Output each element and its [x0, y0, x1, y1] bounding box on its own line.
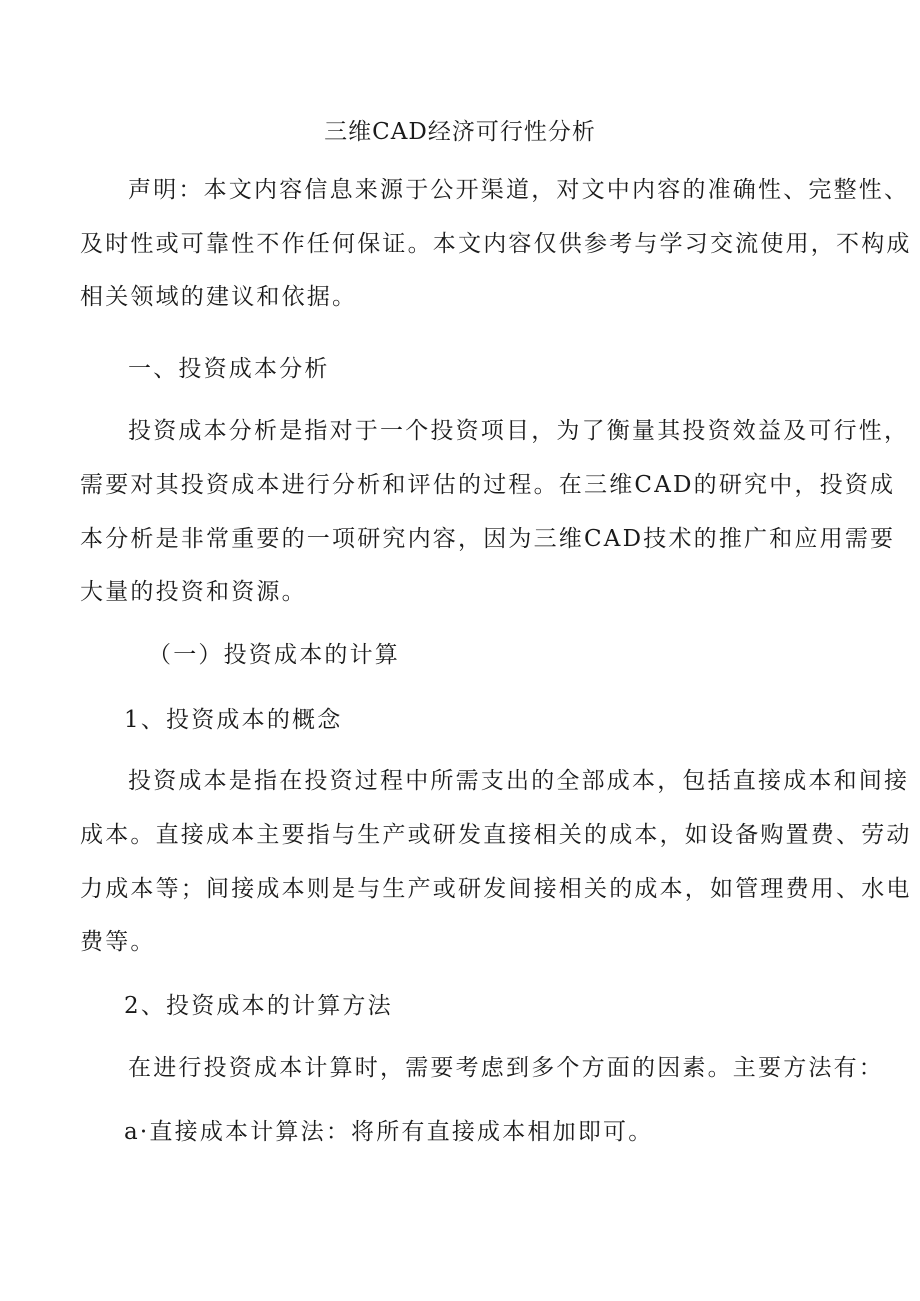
disclaimer-line-2: 及时性或可靠性不作任何保证。本文内容仅供参考与学习交流使用，不构成 [80, 231, 912, 257]
method-a-item: a·直接成本计算法：将所有直接成本相加即可。 [124, 1119, 654, 1145]
document-title: 三维CAD经济可行性分析 [324, 119, 596, 145]
section1-paragraph-line-4: 大量的投资和资源。 [80, 579, 307, 605]
subsection1-heading: （一）投资成本的计算 [148, 642, 400, 668]
item1-paragraph-line-2: 成本。直接成本主要指与生产或研发直接相关的成本，如设备购置费、劳动 [80, 822, 912, 848]
item1-paragraph-line-1: 投资成本是指在投资过程中所需支出的全部成本，包括直接成本和间接 [128, 768, 910, 794]
item1-paragraph-line-4: 费等。 [80, 929, 156, 955]
section1-paragraph-line-2: 需要对其投资成本进行分析和评估的过程。在三维CAD的研究中，投资成 [80, 472, 896, 498]
item1-paragraph-line-3: 力成本等；间接成本则是与生产或研发间接相关的成本，如管理费用、水电 [80, 876, 912, 902]
section1-paragraph-line-1: 投资成本分析是指对于一个投资项目，为了衡量其投资效益及可行性， [128, 418, 910, 444]
disclaimer-line-1: 声明：本文内容信息来源于公开渠道，对文中内容的准确性、完整性、 [128, 177, 910, 203]
item2-heading: 2、投资成本的计算方法 [124, 993, 393, 1019]
item2-paragraph-line-1: 在进行投资成本计算时，需要考虑到多个方面的因素。主要方法有： [128, 1055, 884, 1081]
section1-heading: 一、投资成本分析 [128, 356, 330, 382]
item1-heading: 1、投资成本的概念 [124, 707, 343, 733]
section1-paragraph-line-3: 本分析是非常重要的一项研究内容，因为三维CAD技术的推广和应用需要 [80, 526, 896, 552]
disclaimer-line-3: 相关领域的建议和依据。 [80, 284, 358, 310]
